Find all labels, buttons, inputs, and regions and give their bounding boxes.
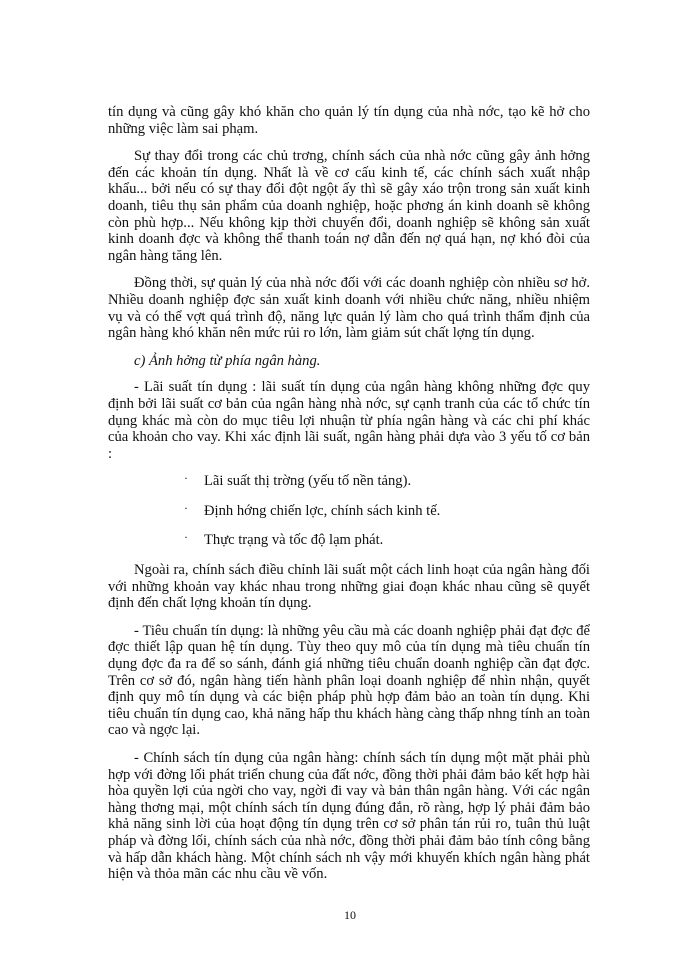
bullet-icon: ·: [184, 530, 188, 545]
list-item: [108, 532, 590, 549]
bullet-icon: ·: [184, 500, 188, 515]
document-body: [108, 104, 590, 894]
paragraph-flexible-rate: Ngoài ra, chính sách điều chỉnh lãi suất một cách linh hoạt của ngân hàng đối với những khoản vay khác nhau trong những giai đoạn khác nhau cũng sẽ quyết định đến chất lợng khoản tín dụng.: [108, 562, 590, 612]
bullet-list-factors: [108, 473, 590, 549]
list-item: [108, 473, 590, 490]
list-item: [108, 500, 590, 520]
section-heading-bank-influence: c) Ảnh hởng từ phía ngân hàng.: [134, 352, 321, 369]
paragraph-state-management: Đồng thời, sự quản lý của nhà nớc đối với các doanh nghiệp còn nhiều sơ hở. Nhiều doanh nghiệp đợc sản xuất kinh doanh với nhiều chức năng, nhiều nhiệm vụ và có thể vợt quá trình độ, năng lực quản lý làm cho quá trình thẩm định của ngân hàng khó khăn nên mức rủi ro lớn, làm giảm sút chất lợng tín dụng.: [108, 275, 590, 342]
list-item-text: Định hớng chiến lợc, chính sách kinh tế.: [204, 502, 441, 519]
list-item-text: Thực trạng và tốc độ lạm phát.: [204, 532, 384, 549]
bullet-icon: ·: [184, 471, 188, 486]
paragraph-policy-change: Sự thay đổi trong các chủ trơng, chính sách của nhà nớc cũng gây ảnh hởng đến các khoản tín dụng. Nhất là về cơ cấu kinh tế, các chính sách xuất nhập khẩu... bởi nếu có sự thay đổi đột ngột ấy thì sẽ gây xáo trộn trong sản xuất kinh doanh, tiêu thụ sản phẩm của doanh nghiệp, hoặc phơng án kinh doanh sẽ không còn phù hợp... Nếu không kịp thời chuyển đổi, doanh nghiệp sẽ không sản xuất kinh doanh đợc và không thể thanh toán nợ dẫn đến nợ quá hạn, nợ khó đòi của ngân hàng tăng lên.: [108, 148, 590, 264]
paragraph-interest-rate: - Lãi suất tín dụng : lãi suất tín dụng của ngân hàng không những đợc quy định bởi lãi suất cơ bản của ngân hàng nhà nớc, sự cạnh tranh của các tổ chức tín dụng khác mà còn do mục tiêu lợi nhuận từ phía ngân hàng và các chi phí khác của khoản cho vay. Khi xác định lãi suất, ngân hàng phải dựa vào 3 yếu tố cơ bản :: [108, 379, 590, 462]
paragraph-continued: tín dụng và cũng gây khó khăn cho quản lý tín dụng của nhà nớc, tạo kẽ hở cho những việc làm sai phạm.: [108, 104, 590, 137]
list-item-text: Lãi suất thị trờng (yếu tố nền tảng).: [204, 473, 412, 490]
paragraph-credit-standard: - Tiêu chuẩn tín dụng: là những yêu cầu mà các doanh nghiệp phải đạt đợc để đợc thiết lập quan hệ tín dụng. Tùy theo quy mô của tín dụng mà tiêu chuẩn tín dụng đợc đa ra để so sánh, đánh giá những tiêu chuẩn doanh nghiệp cần đạt đợc. Trên cơ sở đó, ngân hàng tiến hành phân loại doanh nghiệp để nhìn nhận, quyết định quy mô tín dụng và các biện pháp phù hợp đảm bảo an toàn tín dụng. Khi tiêu chuẩn tín dụng cao, khả năng hấp thu khách hàng càng thấp nhng tính an toàn cao và ngợc lại.: [108, 622, 590, 739]
page-number: 10: [344, 908, 356, 922]
paragraph-credit-policy: - Chính sách tín dụng của ngân hàng: chính sách tín dụng một mặt phải phù hợp với đờng lối phát triển chung của đất nớc, đồng thời phải đảm bảo kết hợp hài hòa quyền lợi của ngời cho vay, ngời đi vay và bản thân ngân hàng. Với các ngân hàng thơng mại, một chính sách tín dụng đúng đắn, rõ ràng, hợp lý phải đảm bảo khả năng sinh lời của hoạt động tín dụng trên cơ sở phân tán rủi ro, tuân thủ luật pháp và đờng lối, chính sách của nhà nớc, đồng thời phải đảm bảo tính công bằng và hấp dẫn khách hàng. Một chính sách nh vậy mới khuyến khích ngân hàng phát hiện và thỏa mãn các nhu cầu về vốn.: [108, 750, 590, 883]
